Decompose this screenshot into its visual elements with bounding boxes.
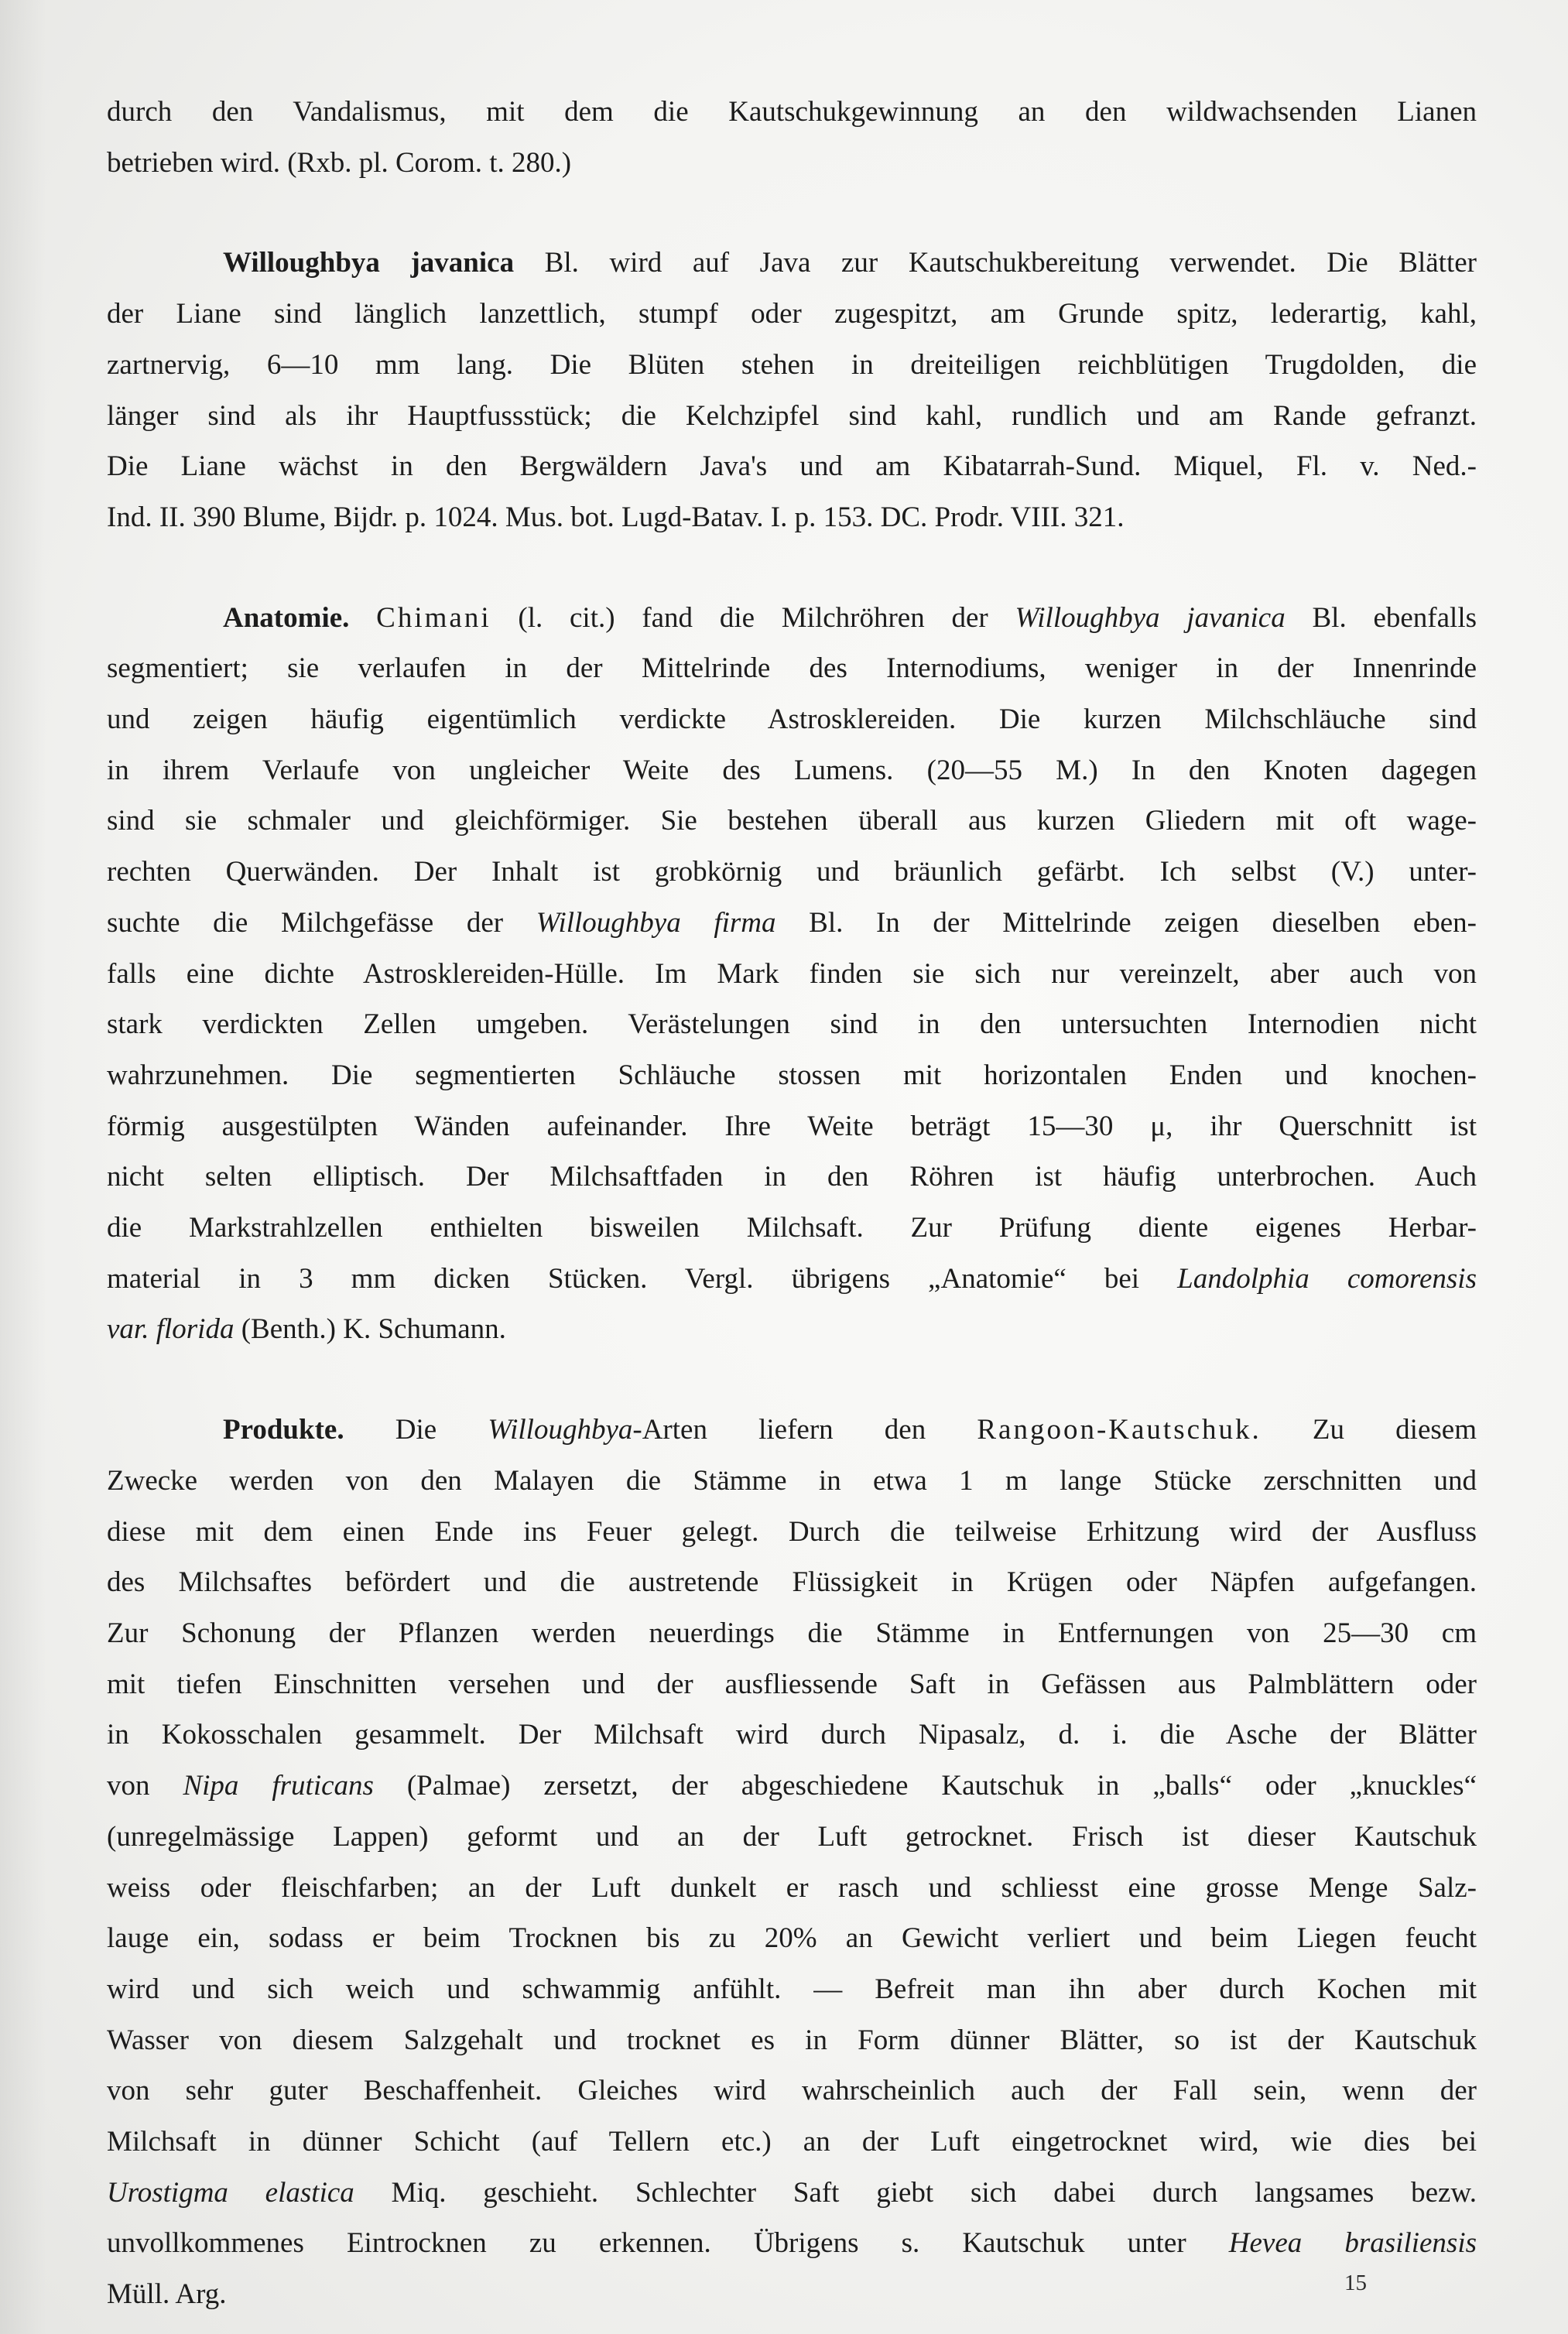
text-line bbox=[107, 1254, 1477, 1305]
text-line: Wasser von diesem Salzgehalt und trocknet es in Form dünner Blätter, so ist der Kautschuk bbox=[107, 2024, 1477, 2056]
text-fragment: Die bbox=[344, 1414, 488, 1446]
text-line: von sehr guter Beschaffenheit. Gleiches wird wahrscheinlich auch der Fall sein, wenn der bbox=[107, 2075, 1477, 2107]
text-line: wird und sich weich und schwammig anfühlt. — Befreit man ihn aber durch Kochen mit bbox=[107, 1973, 1477, 2005]
text-line: in ihrem Verlaufe von ungleicher Weite des Lumens. (20—55 M.) In den Knoten dagegen bbox=[107, 754, 1477, 786]
text-line: stark verdickten Zellen umgeben. Verästelungen sind in den untersuchten Internodien nicht bbox=[107, 1008, 1477, 1041]
text-line bbox=[107, 1761, 1477, 1812]
text-line: nicht selten elliptisch. Der Milchsaftfaden in den Röhren ist häufig unterbrochen. Auch bbox=[107, 1161, 1477, 1193]
text-line: Die Liane wächst in den Bergwäldern Java's und am Kibatarrah-Sund. Miquel, Fl. v. Ned.- bbox=[107, 450, 1477, 483]
product-name: Rangoon-Kautschuk. bbox=[977, 1414, 1262, 1446]
text-line: wahrzunehmen. Die segmentierten Schläuche stossen mit horizontalen Enden und knochen- bbox=[107, 1059, 1477, 1091]
text-line: Zwecke werden von den Malayen die Stämme in etwa 1 m lange Stücke zerschnitten und bbox=[107, 1464, 1477, 1497]
text-line bbox=[107, 238, 1477, 289]
text-line: der Liane sind länglich lanzettlich, stumpf oder zugespitzt, am Grunde spitz, lederartig, kahl, bbox=[107, 298, 1477, 330]
text-line bbox=[107, 1304, 1477, 1355]
text-fragment: Zu diesem bbox=[1261, 1414, 1477, 1446]
text-fragment: (Benth.) K. Schumann. bbox=[234, 1313, 506, 1346]
text-line bbox=[107, 1405, 1477, 1456]
text-line: und zeigen häufig eigentümlich verdickte Astrosklereiden. Die kurzen Milchschläuche sind bbox=[107, 703, 1477, 736]
text-fragment: suchte die Milchgefässe der bbox=[107, 906, 536, 939]
paragraph-produkte bbox=[107, 1405, 1477, 2320]
section-heading-produkte: Produkte. bbox=[223, 1414, 344, 1446]
text-line bbox=[107, 898, 1477, 949]
text-fragment: unvollkommenes Eintrocknen zu erkennen. Übrigens s. Kautschuk unter bbox=[107, 2227, 1229, 2260]
paragraph-vandalismus bbox=[107, 87, 1477, 188]
text-line: Müll. Arg. bbox=[107, 2278, 227, 2311]
species-name: Urostigma elastica bbox=[107, 2176, 354, 2209]
text-fragment: material in 3 mm dicken Stücken. Vergl. übrigens „Anatomie“ bei bbox=[107, 1262, 1178, 1295]
text-line: segmentiert; sie verlaufen in der Mittelrinde des Internodiums, weniger in der Innenrinde bbox=[107, 652, 1477, 685]
text-line: zartnervig, 6—10 mm lang. Die Blüten stehen in dreiteiligen reichblütigen Trugdolden, die bbox=[107, 348, 1477, 381]
text-line bbox=[107, 2218, 1477, 2269]
text-line: Ind. II. 390 Blume, Bijdr. p. 1024. Mus. bot. Lugd-Batav. I. p. 153. DC. Prodr. VIII. 321. bbox=[107, 501, 1125, 533]
text-line: rechten Querwänden. Der Inhalt ist grobkörnig und bräunlich gefärbt. Ich selbst (V.) unter- bbox=[107, 856, 1477, 888]
text-line: lauge ein, sodass er beim Trocknen bis zu 20% an Gewicht verliert und beim Liegen feucht bbox=[107, 1922, 1477, 1955]
text-line: die Markstrahlzellen enthielten bisweilen Milchsaft. Zur Prüfung diente eigenes Herbar- bbox=[107, 1212, 1477, 1244]
paragraph-willoughbya-javanica bbox=[107, 238, 1477, 542]
species-name: Hevea brasiliensis bbox=[1228, 2227, 1477, 2260]
binding-shadow bbox=[0, 0, 46, 2334]
section-heading-anatomie: Anatomie. bbox=[223, 601, 350, 634]
text-fragment: (l. cit.) fand die Milchröhren der bbox=[491, 601, 1015, 634]
variety-name: var. florida bbox=[107, 1313, 235, 1346]
text-line: in Kokosschalen gesammelt. Der Milchsaft wird durch Nipasalz, d. i. die Asche der Blätter bbox=[107, 1719, 1477, 1751]
text-fragment: Bl. In der Mittelrinde zeigen dieselben eben- bbox=[775, 906, 1477, 939]
text-line: (unregelmässige Lappen) geformt und an der Luft getrocknet. Frisch ist dieser Kautschuk bbox=[107, 1820, 1477, 1853]
page-number: 15 bbox=[1344, 2271, 1367, 2295]
text-line: Milchsaft in dünner Schicht (auf Tellern etc.) an der Luft eingetrocknet wird, wie dies bei bbox=[107, 2126, 1477, 2158]
paragraph-anatomie bbox=[107, 593, 1477, 1356]
text-fragment: -Arten liefern den bbox=[632, 1414, 977, 1446]
author-name: Chimani bbox=[376, 601, 491, 634]
text-line: weiss oder fleischfarben; an der Luft dunkelt er rasch und schliesst eine grosse Menge Salz- bbox=[107, 1871, 1477, 1904]
text-fragment: von bbox=[107, 1770, 183, 1802]
species-heading: Willoughbya javanica bbox=[223, 247, 515, 279]
text-line bbox=[107, 593, 1477, 644]
species-name: Landolphia comorensis bbox=[1177, 1262, 1477, 1295]
text-line: des Milchsaftes befördert und die austretende Flüssigkeit in Krügen oder Näpfen aufgefangen. bbox=[107, 1566, 1477, 1599]
text-line: falls eine dichte Astrosklereiden-Hülle. Im Mark finden sie sich nur vereinzelt, aber auch von bbox=[107, 957, 1477, 990]
text-fragment: Bl. ebenfalls bbox=[1285, 601, 1477, 634]
text-line: betrieben wird. (Rxb. pl. Corom. t. 280.) bbox=[107, 146, 572, 179]
text-line: länger sind als ihr Hauptfussstück; die Kelchzipfel sind kahl, rundlich und am Rande gefranzt. bbox=[107, 399, 1477, 432]
species-name: Nipa fruticans bbox=[183, 1770, 374, 1802]
body-text bbox=[107, 87, 1477, 2320]
text-fragment: Bl. wird auf Java zur Kautschukbereitung verwendet. Die Blätter bbox=[514, 247, 1477, 279]
species-name: Willoughbya firma bbox=[536, 906, 776, 939]
text-line: diese mit dem einen Ende ins Feuer gelegt. Durch die teilweise Erhitzung wird der Ausfluss bbox=[107, 1515, 1477, 1548]
text-fragment: (Palmae) zersetzt, der abgeschiedene Kautschuk in „balls“ oder „knuckles“ bbox=[373, 1770, 1477, 1802]
species-name: Willoughbya javanica bbox=[1015, 601, 1286, 634]
text-line: mit tiefen Einschnitten versehen und der ausfliessende Saft in Gefässen aus Palmblättern oder bbox=[107, 1668, 1477, 1700]
text-line bbox=[107, 2168, 1477, 2219]
text-line: förmig ausgestülpten Wänden aufeinander. Ihre Weite beträgt 15—30 μ, ihr Querschnitt ist bbox=[107, 1110, 1477, 1142]
text-fragment: Miq. geschieht. Schlechter Saft giebt sich dabei durch langsames bezw. bbox=[354, 2176, 1477, 2209]
text-line: sind sie schmaler und gleichförmiger. Sie bestehen überall aus kurzen Gliedern mit oft wage- bbox=[107, 805, 1477, 837]
text-line: durch den Vandalismus, mit dem die Kautschukgewinnung an den wildwachsenden Lianen bbox=[107, 96, 1477, 128]
genus-name: Willoughbya bbox=[488, 1414, 633, 1446]
text-line: Zur Schonung der Pflanzen werden neuerdings die Stämme in Entfernungen von 25—30 cm bbox=[107, 1617, 1477, 1649]
